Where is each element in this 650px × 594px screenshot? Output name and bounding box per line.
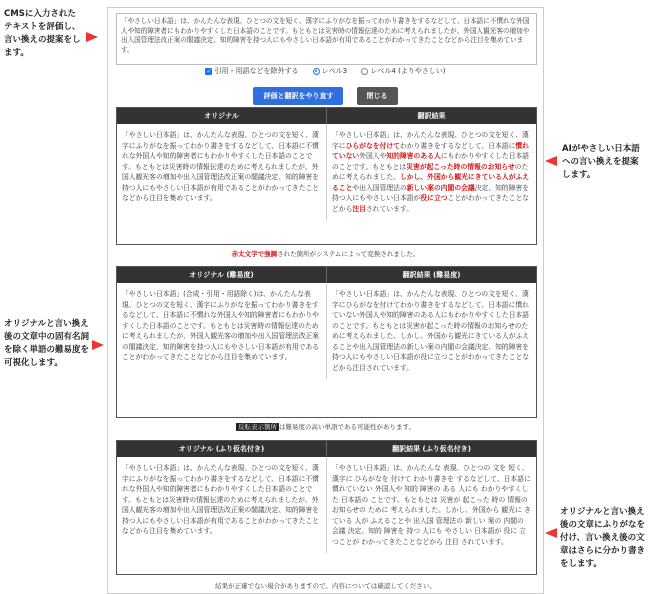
conversion-note (108, 249, 543, 258)
close-button[interactable]: 閉じる (357, 87, 398, 105)
arrow-right-icon (86, 32, 98, 42)
reevaluate-button[interactable]: 評価と翻訳をやり直す (253, 87, 343, 105)
radio-unselected-icon[interactable] (361, 68, 368, 75)
arrow-left-icon (545, 528, 557, 538)
column-header-original-difficulty: オリジナル (難易度) (189, 271, 254, 279)
callout-furigana: オリジナルと言い換え後の文章にふりがなを付け、言い換え後の文章はさらに分かり書きをします。 (560, 507, 646, 569)
column-header-original-furigana: オリジナル (ふり仮名付き) (178, 445, 265, 453)
result-difficulty-text: 「やさしい日本語」は、かんたんな表現、ひとつの文を短く、漢字にひらがなを付けてわかり書きをするなどして、日本語に慣れていない外国人や知的障害のある人にもわかりやすくした日本語のことです。もともとは災害が起こった時の情報のお知らせのために考えられました。しかし、外国から観光にきている人がふえることや出入国管理法の新しい案の内閣の会議決定、知的障害を持つ人にもやさしい日本語が役に立つことがわかってきたことなどから注目されています。 (326, 283, 536, 379)
column-header-result-furigana: 翻訳結果 (ふり仮名付き) (326, 441, 536, 457)
level3-label: レベル3 (321, 67, 348, 75)
result-furigana-text: 「やさしい日本語」は、かんたんな 表現、ひとつの 文を 短く、漢字に ひらがなを 付けて わかり書きを するなどして、日本語に 慣れていない 外国人や 知的 障害の ある 人にも わかりやすくした 日本語の ことです。もともとは 災害が 起こった 時の 情報の お知らせの ために 考えられました。しかし、外国から 観光に きている 人が ふえることや 出入国 管理法の 新しい 案の 内閣の 会議 決定、知的 障害を 持つ 人にも やさしい 日本語が 役に 立つことが わかってきたことなどから 注目 されています。 (326, 457, 536, 553)
original-difficulty-text: 「やさしい日本語」(合成・引用・用語除く)は、かんたんな表現、ひとつの文を短く、漢字にふりがなを振ってわかり書きをするなどして、日本語に不慣れな外国人や知的障害者にもわかりやすくした日本語のことです。もともとは災害時の情報伝達のために考えられましたが、外国人観光客の増加や出入国管理法改正案の閣議決定、知的障害を持つ人にもやさしい日本語が有用であることがわかってきたことなどから注目を集めています。 (122, 290, 320, 361)
callout-difficulty: オリジナルと言い換え後の文章中の固有名詞を除く単語の難易度を可視化します。 (4, 319, 90, 368)
difficulty-note (108, 422, 543, 431)
original-furigana-text: 「やさしい日本語」は、かんたんな表現、ひとつの文を短く、漢字にふりがなを振ってわかり書きをするなどして、日本語に不慣れな外国人や知的障害者にもわかりやすくした日本語のことです。もともとは災害時の情報伝達のために考えられましたが、外国人観光客の増加や出入国管理法改正案の閣議決定、知的障害を持つ人にもやさしい日本語が有用であることがわかってきたことなどから注目を集めています。 (122, 464, 320, 535)
difficulty-table (116, 266, 537, 418)
column-header-original: オリジナル (204, 112, 239, 120)
radio-selected-icon[interactable] (313, 68, 320, 75)
exclude-quotes-option[interactable] (205, 67, 300, 75)
table-header (117, 267, 536, 283)
button-row (108, 83, 543, 105)
arrow-right-icon (92, 340, 104, 350)
checkbox-checked-icon[interactable]: ✓ (206, 67, 212, 75)
column-header-result: 翻訳結果 (326, 108, 536, 124)
table-header (117, 441, 536, 457)
options-row (108, 66, 543, 76)
callout-ai-suggestion: AIがやさしい日本語への言い換えを提案します。 (562, 144, 640, 180)
table-header (117, 108, 536, 124)
inverted-label: 反転表示箇所 (238, 423, 277, 431)
disclaimer-text: 結果が正確でない場合がありますので、内容については確認してください。 (215, 582, 436, 590)
original-text: 「やさしい日本語」は、かんたんな表現、ひとつの文を短く、漢字にふりがなを振ってわかり書きをするなどして、日本語に不慣れな外国人や知的障害者にもわかりやすくした日本語のことです。もともとは災害時の情報伝達のために考えられましたが、外国人観光客の増加や出入国管理法改正案の閣議決定、知的障害を持つ人にもやさしい日本語が有用であることがわかってきたことなどから注目を集めています。 (122, 131, 320, 202)
difficulty-note-text: は難易度の高い単語である可能性があります。 (279, 423, 415, 431)
translated-text: 「やさしい日本語」は、かんたんな表現、ひとつの文を短く、漢字にひらがなを付けてわかり書きをするなどして、日本語に慣れていない外国人や知的障害のある人にもわかりやすくした日本語のことです。もともとは災害が起こった時の情報のお知らせのために考えられました。しかし、外国から観光にきている人がふえることや出入国管理法の新しい案の内閣の会議決定、知的障害を持つ人にもやさしい日本語が役に立つことがわかってきたことなどから注目されています。 (326, 124, 536, 220)
column-header-result-difficulty: 翻訳結果 (難易度) (326, 267, 536, 283)
red-bold-label: 赤太文字で強調 (231, 250, 278, 258)
level4-option[interactable] (361, 67, 445, 75)
arrow-left-icon (545, 156, 557, 166)
level4-label: レベル4 (よりやさしい) (370, 67, 446, 75)
evaluation-panel (107, 7, 544, 594)
exclude-quotes-label: 引用・用語などを除外する (214, 67, 299, 75)
callout-input-evaluation: CMSに入力されたテキストを評価し、言い換えの提案をします。 (4, 9, 81, 58)
furigana-table (116, 440, 537, 575)
source-text-input[interactable]: 「やさしい日本語」は、かんたんな表現、ひとつの文を短く、漢字にふりがなを振ってわかり書きをするなどして、日本語に不慣れな外国人や知的障害者にもわかりやすくした日本語のことです。もともとは災害時の情報伝達のために考えられましたが、外国人観光客の増加や出入国管理法改正案の閣議決定、知的障害を持つ人にもやさしい日本語が有用であることがわかってきたことなどから注目を集めています。 (116, 13, 537, 65)
translation-table (116, 107, 537, 245)
level3-option[interactable] (313, 67, 350, 75)
conversion-note-text: された箇所がシステムによって変換されました。 (277, 250, 420, 258)
